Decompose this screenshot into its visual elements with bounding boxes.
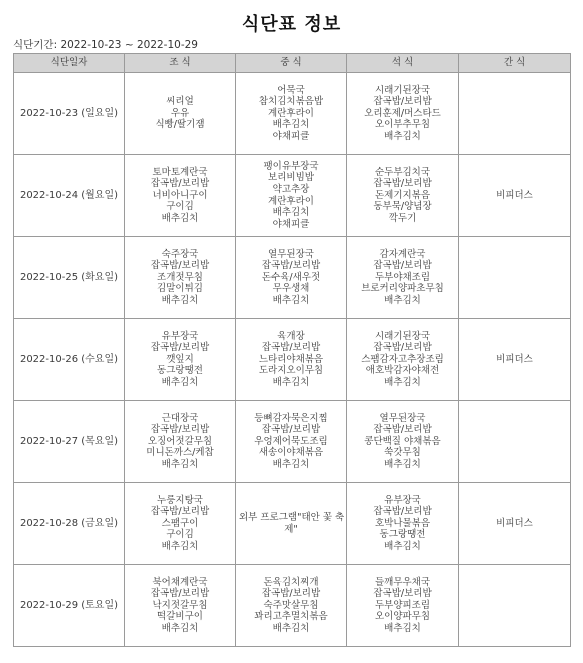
table-row [14, 483, 571, 565]
breakfast-item: 떡갈비구이 [157, 611, 203, 623]
lunch-item: 배추김치 [272, 458, 310, 470]
breakfast-item: 깻잎지 [166, 353, 194, 365]
lunch-item: 배추김치 [272, 207, 310, 219]
breakfast-item: 구이김 [166, 201, 194, 213]
breakfast-item: 배추김치 [161, 622, 199, 634]
breakfast-item: 너비아니구이 [152, 189, 208, 201]
page-title: 식단표 정보 [241, 14, 342, 35]
breakfast-item: 동그랑땡전 [157, 365, 203, 377]
dinner-item: 쑥갓무침 [384, 447, 421, 459]
lunch-cell [236, 483, 347, 565]
dinner-item: 잡곡밥/보리밥 [373, 342, 432, 354]
breakfast-item: 북어채계란국 [152, 576, 208, 588]
lunch-item: 숙주맛살무침 [263, 599, 319, 611]
lunch-item: 보리비빔밥 [268, 172, 314, 184]
dinner-item: 잡곡밥/보리밥 [373, 424, 432, 436]
breakfast-item: 배추김치 [161, 212, 199, 224]
breakfast-item: 근대장국 [161, 412, 199, 424]
breakfast-item: 조개젓무침 [157, 271, 203, 283]
table-row [14, 401, 571, 483]
dinner-item: 깍두기 [388, 212, 417, 224]
period-value: 2022-10-23 ~ 2022-10-29 [60, 39, 198, 51]
lunch-cell [236, 237, 347, 319]
dinner-item: 돈제기지볶음 [374, 189, 431, 201]
dinner-item: 잡곡밥/보리밥 [373, 178, 432, 190]
dinner-item: 잡곡밥/보리밥 [373, 96, 432, 108]
dinner-item: 콩단백질 야채볶음 [364, 435, 441, 447]
dinner-item: 배추김치 [384, 294, 421, 306]
snack-cell [459, 565, 571, 647]
dinner-item: 배추김치 [384, 622, 421, 634]
period-label: 식단기간: [13, 39, 58, 51]
breakfast-cell [125, 155, 236, 237]
dinner-item: 감자계란국 [379, 248, 426, 260]
snack-cell [459, 483, 571, 565]
breakfast-item: 배추김치 [161, 294, 199, 306]
lunch-item: 잡곡밥/보리밥 [261, 260, 321, 272]
dinner-item: 배추김치 [384, 540, 421, 552]
meal-table [13, 53, 571, 647]
dinner-item: 열무된장국 [379, 412, 426, 424]
breakfast-item: 배추김치 [161, 540, 199, 552]
meal-date: 2022-10-27 (목요일) [14, 401, 125, 483]
lunch-item: 꽈리고추멸치볶음 [254, 611, 328, 623]
breakfast-cell [125, 401, 236, 483]
breakfast-item: 김말이튀김 [157, 283, 203, 295]
dinner-item: 오리훈제/머스타드 [364, 107, 441, 119]
lunch-cell [236, 155, 347, 237]
lunch-item: 약고추장 [272, 183, 310, 195]
lunch-item: 잡곡밥/보리밥 [261, 342, 321, 354]
dinner-item: 배추김치 [384, 130, 421, 142]
snack-item: 비피더스 [496, 517, 533, 529]
dinner-item: 유부장국 [384, 494, 421, 506]
lunch-item: 계란후라이 [268, 107, 314, 119]
lunch-item: 돈수육/새우젓 [261, 271, 321, 283]
lunch-item: 계란후라이 [268, 195, 314, 207]
meal-date: 2022-10-28 (금요일) [14, 483, 125, 565]
breakfast-item: 잡곡밥/보리밥 [150, 506, 210, 518]
table-row [14, 565, 571, 647]
snack-cell [459, 155, 571, 237]
snack-cell [459, 401, 571, 483]
header-lunch: 중 식 [236, 54, 347, 73]
lunch-item: 느타리야채볶음 [258, 353, 324, 365]
breakfast-item: 우유 [170, 107, 190, 119]
lunch-item: 돈육김치찌개 [263, 576, 319, 588]
lunch-item: 야채피클 [272, 130, 310, 142]
lunch-cell [236, 73, 347, 155]
snack-cell [459, 73, 571, 155]
dinner-item: 들깨무우채국 [374, 576, 431, 588]
table-row [14, 319, 571, 401]
breakfast-item: 배추김치 [161, 458, 199, 470]
dinner-item: 애호박감자야채전 [365, 365, 440, 377]
table-body [14, 73, 571, 647]
breakfast-item: 토마토계란국 [152, 166, 208, 178]
lunch-cell [236, 401, 347, 483]
lunch-item: 잡곡밥/보리밥 [261, 588, 321, 600]
dinner-item: 스팸감자고추장조림 [361, 353, 444, 365]
breakfast-item: 유부장국 [161, 330, 199, 342]
lunch-item: 참치김치볶음밥 [258, 96, 324, 108]
breakfast-item: 잡곡밥/보리밥 [150, 424, 210, 436]
header-row [14, 54, 571, 73]
breakfast-item: 씨리얼 [166, 96, 194, 108]
lunch-item: 열무된장국 [268, 248, 314, 260]
lunch-item: 외부 프로그램"태안 꽃 축 [239, 511, 345, 523]
snack-item: 비피더스 [496, 353, 533, 365]
lunch-cell [236, 319, 347, 401]
table-row [14, 155, 571, 237]
lunch-item: 무우생채 [272, 283, 310, 295]
breakfast-item: 잡곡밥/보리밥 [150, 342, 210, 354]
dinner-item: 동부묵/양념장 [373, 201, 432, 213]
dinner-item: 오이양파무침 [374, 611, 431, 623]
dinner-item: 잡곡밥/보리밥 [373, 588, 432, 600]
dinner-item: 오이부추무침 [374, 119, 431, 131]
header-dinner: 석 식 [347, 54, 459, 73]
dinner-item: 배추김치 [384, 458, 421, 470]
lunch-item: 팽이유부장국 [263, 160, 319, 172]
lunch-item: 배추김치 [272, 376, 310, 388]
breakfast-item: 오징어젓갈무침 [147, 435, 213, 447]
table-row [14, 73, 571, 155]
breakfast-item: 누룽지탕국 [157, 494, 203, 506]
dinner-cell [347, 483, 459, 565]
dinner-item: 두부양피조림 [374, 599, 431, 611]
snack-cell [459, 319, 571, 401]
dinner-item: 순두부김치국 [374, 166, 431, 178]
lunch-item: 우엉제어묵도조림 [254, 435, 328, 447]
dinner-cell [347, 73, 459, 155]
dinner-item: 시래기된장국 [374, 84, 431, 96]
dinner-item: 잡곡밥/보리밥 [373, 260, 432, 272]
breakfast-item: 잡곡밥/보리밥 [150, 588, 210, 600]
lunch-cell [236, 565, 347, 647]
lunch-item: 육개장 [277, 330, 305, 342]
meal-date: 2022-10-25 (화요일) [14, 237, 125, 319]
breakfast-cell [125, 565, 236, 647]
meal-period [13, 37, 198, 52]
breakfast-cell [125, 319, 236, 401]
breakfast-item: 미니돈까스/케찹 [146, 447, 214, 459]
lunch-item: 제" [284, 523, 298, 535]
dinner-item: 시래기된장국 [374, 330, 431, 342]
dinner-cell [347, 401, 459, 483]
meal-date: 2022-10-23 (일요일) [14, 73, 125, 155]
breakfast-item: 잡곡밥/보리밥 [150, 178, 210, 190]
lunch-item: 배추김치 [272, 622, 310, 634]
lunch-item: 도라지오이무침 [258, 365, 324, 377]
dinner-cell [347, 155, 459, 237]
dinner-item: 배추김치 [384, 376, 421, 388]
dinner-item: 두부야채조림 [374, 271, 431, 283]
lunch-item: 야채피클 [272, 218, 310, 230]
lunch-item: 배추김치 [272, 119, 310, 131]
breakfast-item: 구이김 [166, 529, 194, 541]
breakfast-item: 식빵/딸기잼 [155, 119, 205, 131]
lunch-item: 등뼈감자묵은지찜 [254, 412, 328, 424]
breakfast-item: 스팸구이 [161, 517, 199, 529]
breakfast-cell [125, 237, 236, 319]
header-date: 식단일자 [14, 54, 125, 73]
breakfast-item: 배추김치 [161, 376, 199, 388]
snack-cell [459, 237, 571, 319]
dinner-item: 잡곡밥/보리밥 [373, 506, 432, 518]
lunch-item: 새송이야채볶음 [258, 447, 324, 459]
meal-date: 2022-10-24 (월요일) [14, 155, 125, 237]
dinner-item: 호박나물볶음 [374, 517, 431, 529]
dinner-cell [347, 237, 459, 319]
lunch-item: 배추김치 [272, 294, 310, 306]
lunch-item: 잡곡밥/보리밥 [261, 424, 321, 436]
dinner-item: 동그랑땡전 [379, 529, 426, 541]
snack-item: 비피더스 [496, 189, 533, 201]
breakfast-item: 낙지젓갈무침 [152, 599, 208, 611]
breakfast-cell [125, 483, 236, 565]
breakfast-item: 숙주장국 [161, 248, 199, 260]
meal-date: 2022-10-26 (수요일) [14, 319, 125, 401]
meal-date: 2022-10-29 (토요일) [14, 565, 125, 647]
dinner-item: 브로커리양파초무침 [361, 283, 444, 295]
breakfast-cell [125, 73, 236, 155]
dinner-cell [347, 319, 459, 401]
header-breakfast: 조 식 [125, 54, 236, 73]
lunch-item: 어묵국 [277, 84, 305, 96]
breakfast-item: 잡곡밥/보리밥 [150, 260, 210, 272]
table-row [14, 237, 571, 319]
dinner-cell [347, 565, 459, 647]
header-snack: 간 식 [459, 54, 571, 73]
